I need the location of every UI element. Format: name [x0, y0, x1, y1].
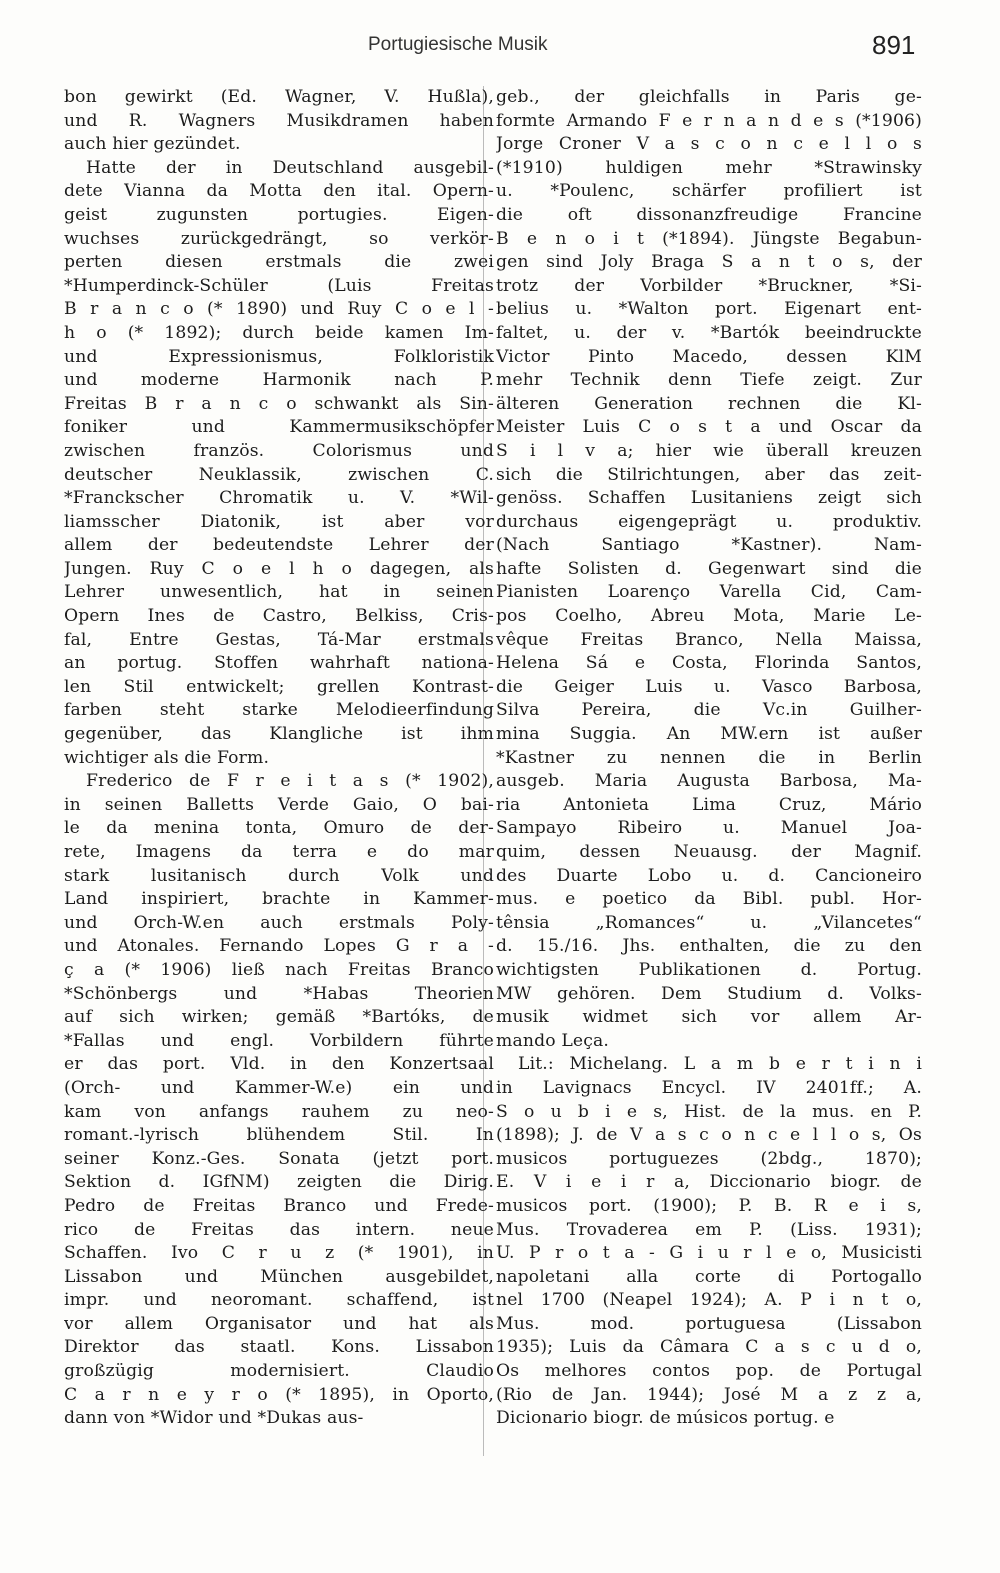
text-line: perten diesen erstmals die zwei — [64, 252, 494, 273]
text-line: kam von anfangs rauhem zu neo- — [64, 1101, 494, 1122]
text-line: und R. Wagners Musikdramen haben — [64, 110, 494, 131]
text-line: Schaffen. Ivo C r u z (* 1901), in — [64, 1243, 494, 1264]
text-line: fal, Entre Gestas, Tá-Mar erstmals — [64, 629, 494, 650]
text-line: S o u b i e s, Hist. de la mus. en P. — [496, 1101, 922, 1122]
right-column — [496, 86, 922, 1431]
text-line: Sampayo Ribeiro u. Manuel Joa- — [496, 818, 922, 839]
text-line: MW gehören. Dem Studium d. Volks- — [496, 983, 922, 1004]
page-header — [0, 30, 1000, 66]
text-line: er das port. Vld. in den Konzertsaal — [64, 1054, 494, 1075]
text-line: *Humperdinck-Schüler (Luis Freitas — [64, 275, 494, 296]
text-line: Helena Sá e Costa, Florinda Santos, — [496, 653, 922, 674]
text-line: trotz der Vorbilder *Bruckner, *Si- — [496, 275, 922, 296]
text-line: ausgeb. Maria Augusta Barbosa, Ma- — [496, 771, 922, 792]
text-line: quim, dessen Neuausg. der Magnif. — [496, 842, 922, 862]
text-line: impr. und neoromant. schaffend, ist — [64, 1290, 494, 1311]
text-line: Meister Luis C o s t a und Oscar da — [496, 417, 922, 438]
text-line: d. 15./16. Jhs. enthalten, die zu den — [496, 936, 922, 957]
running-title: Portugiesische Musik — [368, 34, 548, 55]
text-line: E. V i e i r a, Diccionario biogr. de — [496, 1172, 922, 1193]
text-line: napoletani alla corte di Portogallo — [496, 1266, 922, 1287]
text-line: Os melhores contos pop. de Portugal — [496, 1361, 922, 1382]
text-line: (Nach Santiago *Kastner). Nam- — [496, 535, 922, 556]
text-line: mehr Technik denn Tiefe zeigt. Zur — [496, 370, 922, 391]
text-line: h o (* 1892); durch beide kamen Im- — [64, 322, 494, 343]
text-line: *Kastner zu nennen die in Berlin — [496, 747, 922, 768]
text-line: C a r n e y r o (* 1895), in Oporto, — [64, 1384, 494, 1405]
text-line: pos Coelho, Abreu Mota, Marie Le- — [496, 606, 922, 627]
text-line: le da menina tonta, Omuro de der- — [64, 818, 494, 839]
text-line: die Geiger Luis u. Vasco Barbosa, — [496, 676, 922, 697]
text-line: Jorge Croner V a s c o n c e l l o s — [496, 134, 922, 155]
text-line: genöss. Schaffen Lusitaniens zeigt sich — [496, 488, 922, 509]
text-line: B e n o i t (*1894). Jüngste Begabun- — [496, 228, 922, 249]
text-line: u. *Poulenc, schärfer profiliert ist — [496, 181, 922, 202]
text-line: allem der bedeutendste Lehrer der — [64, 535, 494, 556]
text-line: und Orch-W.en auch erstmals Poly- — [64, 912, 494, 933]
text-line: Dicionario biogr. de músicos portug. e — [496, 1408, 835, 1429]
text-line: in Lavignacs Encycl. IV 2401ff.; A. — [496, 1077, 922, 1098]
text-line: Freitas B r a n c o schwankt als Sin- — [64, 393, 494, 414]
text-line: musicos port. (1900); P. B. R e i s, — [496, 1195, 922, 1216]
page-number: 891 — [872, 30, 916, 60]
text-line: Jungen. Ruy C o e l h o dagegen, als — [64, 558, 494, 579]
text-line: und Atonales. Fernando Lopes G r a - — [64, 936, 494, 957]
text-line: des Duarte Lobo u. d. Cancioneiro — [496, 865, 922, 886]
text-line: (Orch- und Kammer-W.e) ein und — [64, 1077, 494, 1098]
text-line: liamsscher Diatonik, ist aber vor — [64, 511, 494, 532]
left-column — [64, 86, 494, 1431]
text-line: großzügig modernisiert. Claudio — [64, 1361, 494, 1382]
text-line: formte Armando F e r n a n d e s (*1906) — [496, 110, 922, 131]
text-line: wichtigsten Publikationen d. Portug. — [496, 959, 922, 980]
text-line: auf sich wirken; gemäß *Bartóks, de — [64, 1007, 494, 1028]
text-line: gen sind Joly Braga S a n t o s, der — [496, 252, 922, 273]
text-line: älteren Generation rechnen die Kl- — [496, 393, 922, 414]
text-line: sich die Stilrichtungen, aber das zeit- — [496, 464, 922, 485]
text-line: mina Suggia. An MW.ern ist außer — [496, 724, 922, 745]
text-line: *Fallas und engl. Vorbildern führte — [64, 1030, 494, 1051]
text-line: faltet, u. der v. *Bartók beeindruckte — [496, 322, 922, 343]
text-line: Pianisten Loarenço Varella Cid, Cam- — [496, 582, 922, 603]
text-line: ç a (* 1906) ließ nach Freitas Branco — [64, 959, 494, 980]
text-line: len Stil entwickelt; grellen Kontrast- — [64, 676, 494, 697]
text-line: (*1910) huldigen mehr *Strawinsky — [496, 157, 922, 178]
text-line: *Franckscher Chromatik u. V. *Wil- — [64, 488, 494, 509]
text-line: tênsia „Romances“ u. „Vilancetes“ — [496, 912, 922, 933]
text-line: Victor Pinto Macedo, dessen KlM — [496, 346, 922, 367]
text-line: bon gewirkt (Ed. Wagner, V. Hußla), — [64, 87, 494, 107]
text-line: *Schönbergs und *Habas Theorien — [64, 983, 494, 1004]
text-line: musicos portuguezes (2bdg., 1870); — [496, 1148, 922, 1169]
text-line: B r a n c o (* 1890) und Ruy C o e l - — [64, 299, 494, 320]
text-line: hafte Solisten d. Gegenwart sind die — [496, 558, 922, 579]
text-line: durchaus eigengeprägt u. produktiv. — [496, 511, 922, 532]
text-line: nel 1700 (Neapel 1924); A. P i n t o, — [496, 1290, 922, 1311]
text-line: 1935); Luis da Câmara C a s c u d o, — [496, 1337, 922, 1358]
text-line: an portug. Stoffen wahrhaft nationa- — [64, 653, 494, 674]
text-line: belius u. *Walton port. Eigenart ent- — [496, 299, 922, 320]
text-line: seiner Konz.-Ges. Sonata (jetzt port. — [64, 1148, 494, 1169]
text-line: farben steht starke Melodieerfindung — [64, 700, 494, 721]
text-line: vor allem Organisator und hat als — [64, 1313, 494, 1334]
text-line: Hatte der in Deutschland ausgebil- — [86, 157, 494, 178]
text-line: Opern Ines de Castro, Belkiss, Cris- — [64, 606, 494, 627]
text-line: vêque Freitas Branco, Nella Maissa, — [496, 629, 922, 650]
text-line: geb., der gleichfalls in Paris ge- — [496, 87, 922, 107]
text-line: Mus. Trovaderea em P. (Liss. 1931); — [496, 1219, 922, 1240]
text-line: mus. e poetico da Bibl. publ. Hor- — [496, 889, 922, 910]
text-line: zwischen französ. Colorismus und — [64, 440, 494, 461]
text-line: geist zugunsten portugies. Eigen- — [64, 204, 494, 225]
text-line: mando Leça. — [496, 1030, 609, 1051]
text-line: stark lusitanisch durch Volk und — [64, 865, 494, 886]
text-line: rico de Freitas das intern. neue — [64, 1219, 494, 1240]
text-line: deutscher Neuklassik, zwischen C. — [64, 464, 494, 485]
text-line: Mus. mod. portuguesa (Lissabon — [496, 1313, 922, 1334]
text-line: die oft dissonanzfreudige Francine — [496, 204, 922, 225]
text-line: und Expressionismus, Folkloristik — [64, 346, 494, 367]
text-line: Land inspiriert, brachte in Kammer- — [64, 889, 494, 910]
text-line: auch hier gezündet. — [64, 134, 241, 155]
text-line: foniker und Kammermusikschöpfer — [64, 417, 494, 438]
text-line: Pedro de Freitas Branco und Frede- — [64, 1195, 494, 1216]
text-line: (Rio de Jan. 1944); José M a z z a, — [496, 1384, 922, 1405]
text-line: Lehrer unwesentlich, hat in seinen — [64, 582, 494, 603]
text-line: gegenüber, das Klangliche ist ihm — [64, 724, 494, 745]
text-line: Direktor das staatl. Kons. Lissabon — [64, 1337, 494, 1358]
text-line: rete, Imagens da terra e do mar — [64, 842, 494, 862]
text-line: in seinen Balletts Verde Gaio, O bai- — [64, 794, 494, 815]
text-line: wichtiger als die Form. — [64, 747, 270, 768]
text-line: Lissabon und München ausgebildet, — [64, 1266, 494, 1287]
text-line: wuchses zurückgedrängt, so verkör- — [64, 228, 494, 249]
text-line: Sektion d. IGfNM) zeigten die Dirig. — [64, 1172, 494, 1193]
text-line: Silva Pereira, die Vc.in Guilher- — [496, 700, 922, 721]
text-line: S i l v a; hier wie überall kreuzen — [496, 440, 922, 461]
text-line: Lit.: Michelang. L a m b e r t i n i — [518, 1054, 922, 1075]
text-line: ria Antonieta Lima Cruz, Mário — [496, 794, 922, 815]
text-line: musik widmet sich vor allem Ar- — [496, 1007, 922, 1028]
text-line: und moderne Harmonik nach P. — [64, 370, 494, 391]
text-line: (1898); J. de V a s c o n c e l l o s, Os — [496, 1125, 922, 1146]
text-line: dete Vianna da Motta den ital. Opern- — [64, 181, 494, 202]
text-line: dann von *Widor und *Dukas aus- — [64, 1408, 364, 1429]
text-line: U. P r o t a - G i u r l e o, Musicisti — [496, 1243, 922, 1264]
text-line: Frederico de F r e i t a s (* 1902), — [86, 771, 494, 792]
text-line: romant.-lyrisch blühendem Stil. In — [64, 1125, 494, 1146]
